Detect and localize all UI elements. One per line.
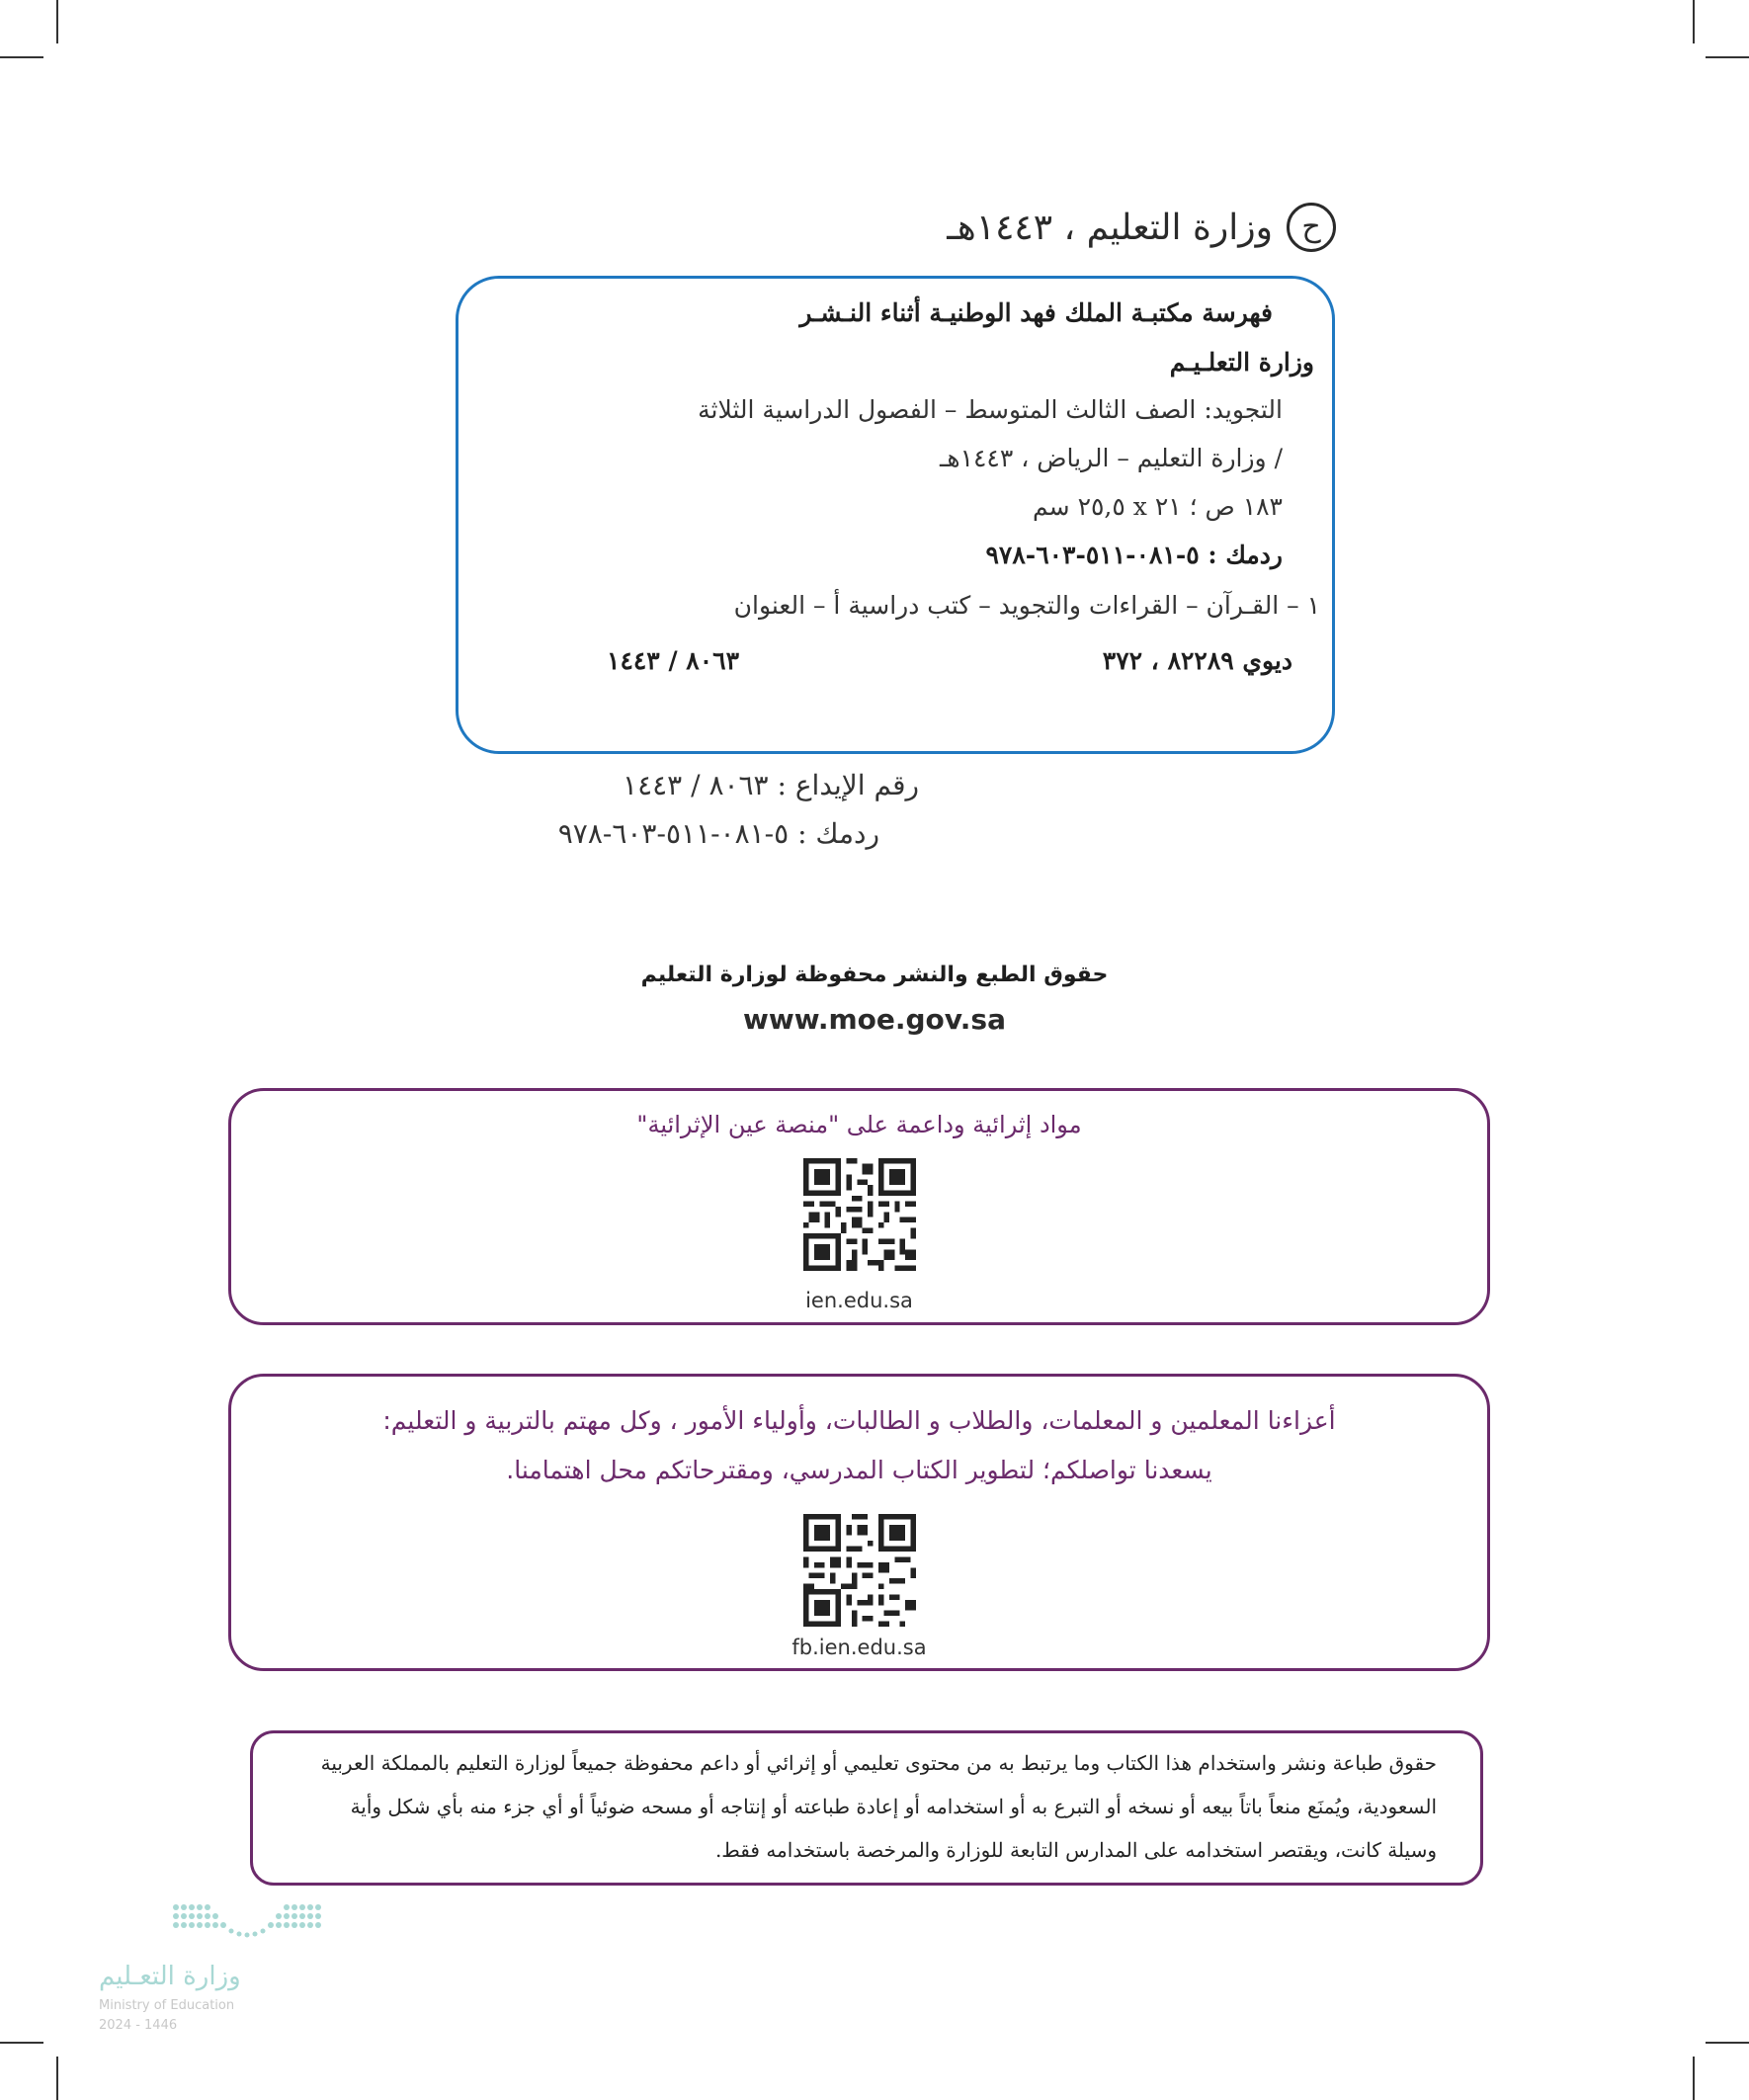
catalog-dewey: ديوي ٨٢٢٨٩ ، ٣٧٢: [1102, 646, 1292, 675]
crop-mark: [0, 2042, 43, 2044]
catalog-subjects: ١ – القـرآن – القراءات والتجويد – كتب دراسية أ – العنوان: [733, 591, 1320, 620]
feedback-line: يسعدنا تواصلكم؛ لتطوير الكتاب المدرسي، ومقترحاتكم محل اهتمامنا.: [506, 1456, 1212, 1484]
copyright-symbol-icon: ح: [1287, 203, 1336, 252]
copyright-text: وزارة التعليم ، ١٤٤٣هـ: [947, 207, 1273, 248]
crop-mark: [1706, 56, 1749, 58]
ien-text: مواد إثرائية وداعمة على "منصة عين الإثرائية": [636, 1111, 1082, 1138]
qr-code-icon[interactable]: [803, 1158, 916, 1271]
crop-mark: [1693, 0, 1695, 43]
catalog-title: فهرسة مكتبـة الملك فهد الوطنيـة أثناء النـشـر: [799, 298, 1273, 327]
catalog-line: ١٨٣ ص ؛ ٢١ x ٢٥,٥ سم: [1033, 492, 1283, 521]
moe-logo-icon: [170, 1899, 323, 1954]
legal-line: السعودية، ويُمنَع منعاً باتاً بيعه أو نسخه أو التبرع به أو استخدامه أو إعادة طباعته أو إنتاجه أو مسحه ضوئياً أو أي جزء منه بأي شكل وأية: [350, 1795, 1437, 1818]
catalog-line: التجويد: الصف الثالث المتوسط – الفصول الدراسية الثلاثة: [698, 395, 1283, 424]
website-link[interactable]: www.moe.gov.sa: [743, 1003, 1006, 1036]
moe-logo-arabic: وزارة التعـليم: [99, 1962, 241, 1991]
feedback-line: أعزاءنا المعلمين و المعلمات، والطلاب و الطالبات، وأولياء الأمور ، وكل مهتم بالتربية و التعليم:: [382, 1406, 1336, 1435]
ien-url[interactable]: ien.edu.sa: [805, 1289, 913, 1312]
catalog-isbn: ردمك : ٥-٠٨١-٥١١-٦٠٣-٩٧٨: [985, 541, 1283, 569]
catalog-author: وزارة التعلـيـم: [1169, 348, 1314, 377]
moe-logo-year: 2024 - 1446: [99, 2018, 178, 2033]
crop-mark: [56, 0, 58, 43]
catalog-line: / وزارة التعليم – الرياض ، ١٤٤٣هـ: [940, 444, 1283, 472]
ien-platform-box: [228, 1088, 1490, 1325]
deposit-isbn: ردمك : ٥-٠٨١-٥١١-٦٠٣-٩٧٨: [557, 817, 879, 850]
crop-mark: [1693, 2057, 1695, 2100]
legal-notice-box: [250, 1730, 1483, 1886]
legal-line: حقوق طباعة ونشر واستخدام هذا الكتاب وما يرتبط به من محتوى تعليمي أو إثرائي أو داعم محفوظة جميعاً لوزارة التعليم بالمملكة العربية: [320, 1751, 1437, 1775]
moe-logo-english: Ministry of Education: [99, 1998, 235, 2013]
catalog-deposit-number: ٨٠٦٣ / ١٤٤٣: [607, 646, 739, 675]
qr-code-icon[interactable]: [803, 1514, 916, 1627]
deposit-number: رقم الإيداع : ٨٠٦٣ / ١٤٤٣: [623, 769, 919, 801]
feedback-box: [228, 1374, 1490, 1671]
legal-line: وسيلة كانت، ويقتصر استخدامه على المدارس التابعة للوزارة والمرخصة باستخدامه فقط.: [714, 1838, 1437, 1862]
crop-mark: [1706, 2042, 1749, 2044]
copyright-line: [947, 203, 1336, 252]
crop-mark: [0, 56, 43, 58]
feedback-url[interactable]: fb.ien.edu.sa: [791, 1636, 927, 1659]
rights-statement: حقوق الطبع والنشر محفوظة لوزارة التعليم: [640, 963, 1109, 987]
crop-mark: [56, 2057, 58, 2100]
catalog-box: [456, 276, 1335, 754]
